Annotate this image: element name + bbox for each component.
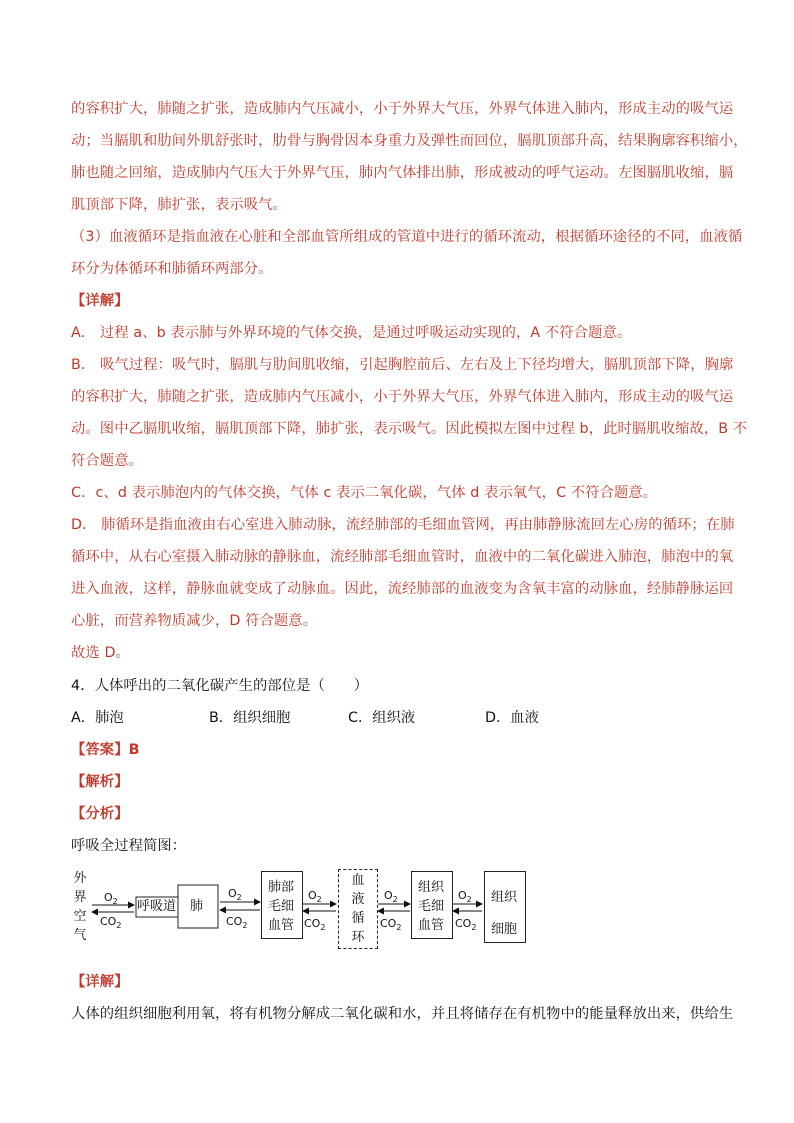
airway-label: 呼吸道: [137, 899, 177, 914]
outer-air-label: 外 界 空 气: [73, 871, 87, 943]
text-line: 的容积扩大，肺随之扩张，造成肺内气压减小，小于外界大气压，外界气体进入肺内，形成主动的吸气运: [71, 389, 734, 405]
text-line: 环分为体循环和肺循环两部分。: [71, 261, 273, 277]
tissue-capillary-label: 组织 毛细 血管: [418, 880, 445, 933]
text-line: 动。图中乙膈肌收缩，膈肌顶部下降，肺扩张，表示吸气。因此模拟左图中过程 b，此时膈肌收缩故，B 不: [71, 421, 748, 437]
co2-label: $CO_2$: [226, 915, 248, 931]
text-line: 循环中，从右心室摄入肺动脉的静脉血，流经肺部毛细血管时，血液中的二氧化碳进入肺泡，肺泡中的氧: [71, 549, 734, 565]
analysis-header: 【解析】: [71, 774, 129, 790]
text-line: C．c、d 表示肺泡内的气体交换，气体 c 表示二氧化碳，气体 d 表示氧气，C 不符合题意。: [71, 485, 658, 501]
text-line: A． 过程 a、b 表示肺与外界环境的气体交换，是通过呼吸运动实现的，A 不符合题意。: [71, 325, 632, 341]
question-stem: 4．人体呼出的二氧化碳产生的部位是（ ）: [71, 678, 369, 694]
o2-label: $O_2$: [458, 889, 472, 905]
text-line: 进入血液，这样，静脉血就变成了动脉血。因此，流经肺部的血液变为含氧丰富的动脉血，经肺静脉运回: [71, 581, 734, 597]
text-line: 符合题意。: [71, 453, 143, 469]
tissue-cell-box: [484, 871, 526, 943]
answer-label: 【答案】B: [71, 742, 140, 758]
co2-label: $CO_2$: [304, 917, 326, 933]
text-line: 故选 D。: [71, 645, 130, 661]
text-line: 动；当膈肌和肋间外肌舒张时，肋骨与胸骨因本身重力及弹性而回位，膈肌顶部升高，结果胸廓容积缩小，: [71, 133, 748, 149]
lung-capillary-box: [261, 871, 303, 939]
text-line: 心脏，而营养物质减少，D 符合题意。: [71, 613, 318, 629]
text-line: 人体的组织细胞利用氧，将有机物分解成二氧化碳和水，并且将储存在有机物中的能量释放出来，供给生: [71, 1006, 734, 1022]
text-line: （3）血液循环是指血液在心脏和全部血管所组成的管道中进行的循环流动，根据循环途径的不同，血液循: [71, 229, 743, 245]
option-d: D．血液: [485, 710, 539, 726]
tissue-capillary-box: [411, 871, 453, 939]
respiration-diagram: [70, 865, 540, 950]
section-header-detail-2: 【详解】: [71, 974, 129, 990]
diagram-caption: 呼吸全过程简图：: [71, 838, 187, 854]
text-line: 肌顶部下降，肺扩张，表示吸气。: [71, 197, 287, 213]
fenxi-header: 【分析】: [71, 806, 129, 822]
option-c: C．组织液: [348, 710, 416, 726]
o2-label: $O_2$: [228, 887, 242, 903]
text-line: 的容积扩大，肺随之扩张，造成肺内气压减小，小于外界大气压，外界气体进入肺内，形成主动的吸气运: [71, 101, 734, 117]
option-a: A．肺泡: [71, 710, 124, 726]
co2-label: $CO_2$: [455, 917, 477, 933]
co2-label: $CO_2$: [100, 915, 122, 931]
co2-label: $CO_2$: [380, 917, 402, 933]
o2-label: $O_2$: [308, 889, 322, 905]
blood-circulation-label: 血 液 循 环: [351, 873, 365, 945]
text-line: D． 肺循环是指血液由右心室进入肺动脉，流经肺部的毛细血管网，再由肺静脉流回左心房的循环；在肺: [71, 517, 735, 533]
o2-label: $O_2$: [384, 889, 398, 905]
o2-label: $O_2$: [104, 891, 118, 907]
text-line: B． 吸气过程：吸气时，膈肌与肋间肌收缩，引起胸腔前后、左右及上下径均增大，膈肌顶部下降，胸廓: [71, 357, 734, 373]
blood-circulation-box: [338, 869, 378, 949]
option-b: B．组织细胞: [209, 710, 291, 726]
lung-label: 肺: [190, 899, 204, 914]
text-line: 肺也随之回缩，造成肺内气压大于外界气压，肺内气体排出肺，形成被动的呼气运动。左图膈肌收缩，膈: [71, 165, 734, 181]
lung-capillary-label: 肺部 毛细 血管: [268, 880, 295, 933]
tissue-cell-label: 组织 细胞: [491, 890, 518, 937]
section-header-detail: 【详解】: [71, 293, 129, 309]
